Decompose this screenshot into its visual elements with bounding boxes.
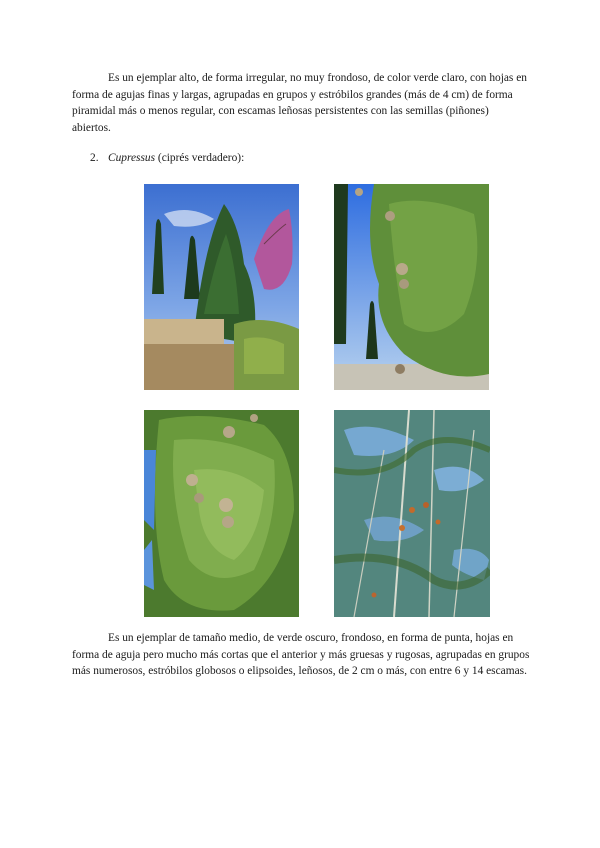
paragraph-cupressus-description <box>72 630 530 680</box>
common-name: (ciprés verdadero): <box>155 152 245 164</box>
paragraph-1-text: Es un ejemplar alto, de forma irregular, no muy frondoso, de color verde claro, con hojas en forma de agujas finas y largas, agrupadas en grupos y estróbilos grandes (más de 4 cm) de forma piramidal más o menos regular, con escamas leñosas persistentes con las semillas (piñones) abiertos. <box>72 72 527 134</box>
list-item-cupressus <box>90 150 244 166</box>
list-number: 2. <box>90 152 99 164</box>
photo-cypress-branches-sky <box>334 410 490 617</box>
paragraph-2-text: Es un ejemplar de tamaño medio, de verde oscuro, frondoso, en forma de punta, hojas en forma de aguja pero mucho más cortas que el anterior y más gruesas y rugosas, agrupadas en grupos más numerosos, estróbilos globosos o elipsoides, leñosos, de 2 cm o más, con entre 6 y 14 escamas. <box>72 632 530 678</box>
photo-cypress-foliage-cones <box>144 410 299 617</box>
photo-cypress-tree <box>144 184 299 390</box>
paragraph-pinus-description <box>72 70 530 136</box>
genus-name: Cupressus <box>108 152 156 164</box>
photo-cypress-cones-branch <box>334 184 489 390</box>
